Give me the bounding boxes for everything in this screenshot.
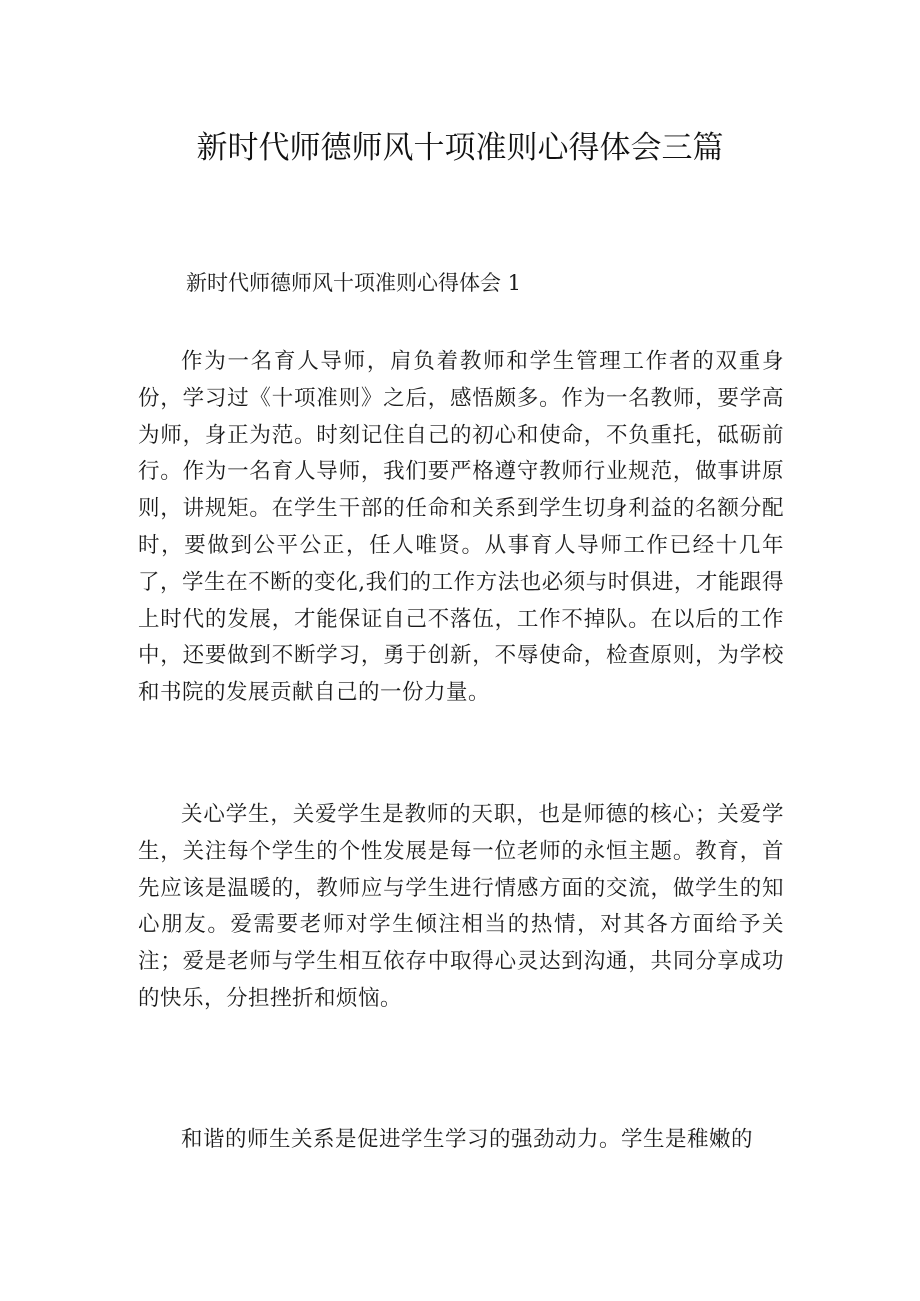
- paragraph-1: 作为一名育人导师，肩负着教师和学生管理工作者的双重身份，学习过《十项准则》之后，感悟颇多。作为一名教师，要学高为师，身正为范。时刻记住自己的初心和使命，不负重托，砥砺前行。作为一名育人导师，我们要严格遵守教师行业规范，做事讲原则，讲规矩。在学生干部的任命和关系到学生切身利益的名额分配时，要做到公平公正，任人唯贤。从事育人导师工作已经十几年了，学生在不断的变化,我们的工作方法也必须与时俱进，才能跟得上时代的发展，才能保证自己不落伍，工作不掉队。在以后的工作中，还要做到不断学习，勇于创新，不辱使命，检查原则，为学校和书院的发展贡献自己的一份力量。: [138, 349, 784, 706]
- paragraph-3: 和谐的师生关系是促进学生学习的强劲动力。学生是稚嫩的: [181, 1127, 754, 1152]
- paragraph-2: 关心学生，关爱学生是教师的天职，也是师德的核心；关爱学生，关注每个学生的个性发展是每一位老师的永恒主题。教育，首先应该是温暖的，教师应与学生进行情感方面的交流，做学生的知心朋友。爱需要老师对学生倾注相当的热情，对其各方面给予关注；爱是老师与学生相互依存中取得心灵达到沟通，共同分享成功的快乐，分担挫折和烦恼。: [138, 802, 784, 1011]
- document-title: 新时代师德师风十项准则心得体会三篇: [196, 130, 724, 166]
- section-heading: 新时代师德师风十项准则心得体会 1: [186, 271, 522, 295]
